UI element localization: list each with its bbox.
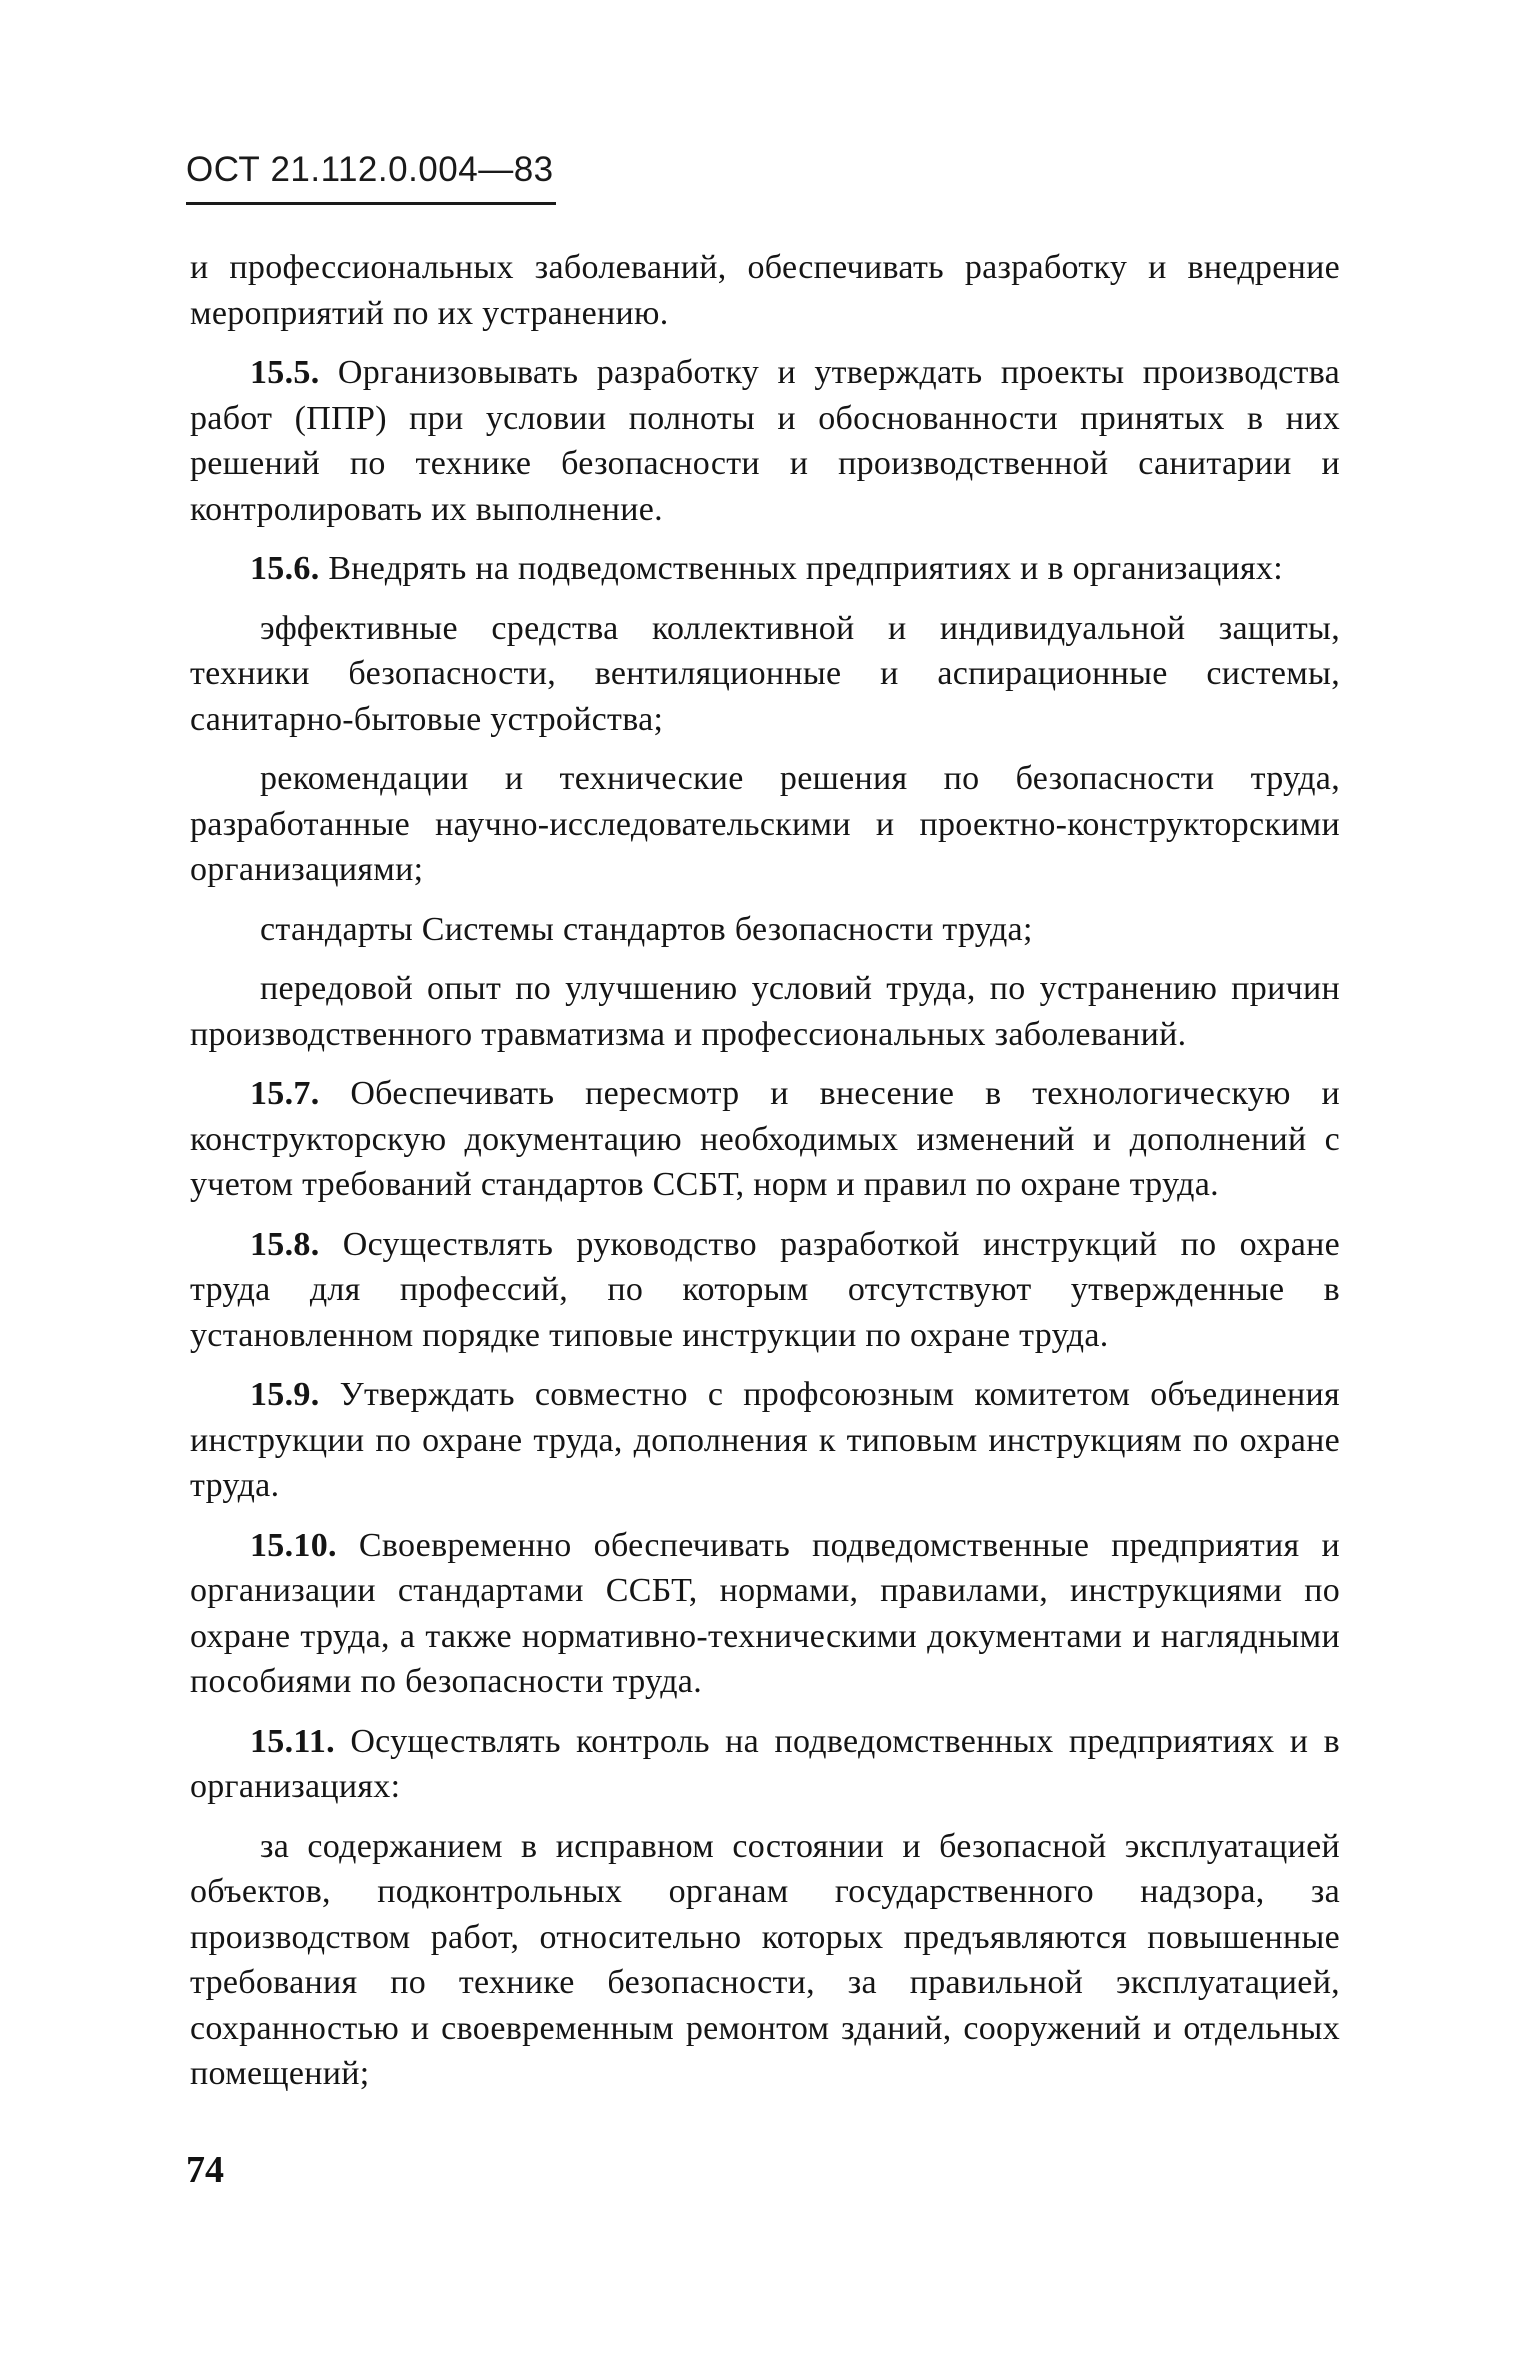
list-subitem bbox=[190, 756, 1340, 893]
paragraph-number: 15.8. bbox=[250, 1225, 320, 1263]
paragraph-text: Осуществлять контроль на подведомственных предприятиях и в организациях: bbox=[190, 1722, 1340, 1805]
paragraph-text: рекомендации и технические решения по безопасности труда, разработанные научно-исследовательскими и проектно-конструкторскими организациями; bbox=[190, 760, 1340, 888]
numbered-paragraph bbox=[190, 546, 1340, 592]
list-subitem bbox=[190, 606, 1340, 743]
paragraph-text: передовой опыт по улучшению условий труда, по устранению причин производственного травматизма и профессиональных заболеваний. bbox=[190, 970, 1340, 1053]
paragraph-text: стандарты Системы стандартов безопасности труда; bbox=[260, 910, 1033, 948]
numbered-paragraph bbox=[190, 1523, 1340, 1705]
document-body bbox=[190, 245, 1340, 2111]
list-subitem bbox=[190, 907, 1340, 953]
paragraph-text: эффективные средства коллективной и индивидуальной защиты, техники безопасности, вентиляционные и аспирационные системы, санитарно-бытовые устройства; bbox=[190, 609, 1340, 738]
paragraph-number: 15.11. bbox=[250, 1722, 335, 1760]
document-code-header: ОСТ 21.112.0.004—83 bbox=[186, 150, 554, 189]
paragraph-text: за содержанием в исправном состоянии и безопасной эксплуатацией объектов, подконтрольных органам государственного надзора, за производством работ, относительно которых предъявляются повышенные требования по технике безопасности, за правильной эксплуатацией, сохранностью и своевременным ремонтом зданий, сооружений и отдельных помещений; bbox=[190, 1827, 1340, 2092]
paragraph-number: 15.6. bbox=[250, 550, 320, 587]
page-number: 74 bbox=[186, 2149, 224, 2191]
numbered-paragraph bbox=[190, 1719, 1340, 1810]
numbered-paragraph bbox=[190, 1372, 1340, 1509]
paragraph-number: 15.7. bbox=[250, 1075, 320, 1112]
paragraph-text: Организовывать разработку и утверждать проекты производства работ (ППР) при условии полноты и обоснованности принятых в них решений по технике безопасности и производственной санитарии и контролировать их выполнение. bbox=[190, 354, 1340, 528]
paragraph-text: Осуществлять руководство разработкой инструкций по охране труда для профессий, по которым отсутствуют утвержденные в установленном порядке типовые инструкции по охране труда. bbox=[190, 1225, 1340, 1354]
list-subitem bbox=[190, 966, 1340, 1057]
list-subitem bbox=[190, 1824, 1340, 2097]
paragraph-text: и профессиональных заболеваний, обеспечивать разработку и внедрение мероприятий по их устранению. bbox=[190, 249, 1340, 332]
paragraph-text: Утверждать совместно с профсоюзным комитетом объединения инструкции по охране труда, дополнения к типовым инструкциям по охране труда. bbox=[190, 1376, 1340, 1504]
paragraph-number: 15.10. bbox=[250, 1526, 337, 1564]
numbered-paragraph bbox=[190, 1071, 1340, 1208]
numbered-paragraph bbox=[190, 1222, 1340, 1359]
paragraph-number: 15.5. bbox=[250, 354, 320, 391]
paragraph-text: Своевременно обеспечивать подведомственные предприятия и организации стандартами ССБТ, нормами, правилами, инструкциями по охране труда, а также нормативно-техническими документами и наглядными пособиями по безопасности труда. bbox=[190, 1526, 1340, 1700]
paragraph-number: 15.9. bbox=[250, 1376, 320, 1413]
paragraph-text: Обеспечивать пересмотр и внесение в технологическую и конструкторскую документацию необходимых изменений и дополнений с учетом требований стандартов ССБТ, норм и правил по охране труда. bbox=[190, 1075, 1340, 1203]
numbered-paragraph bbox=[190, 350, 1340, 532]
header-underline bbox=[186, 202, 556, 205]
paragraph-text: Внедрять на подведомственных предприятиях и в организациях: bbox=[328, 550, 1283, 587]
continued-paragraph bbox=[190, 245, 1340, 336]
